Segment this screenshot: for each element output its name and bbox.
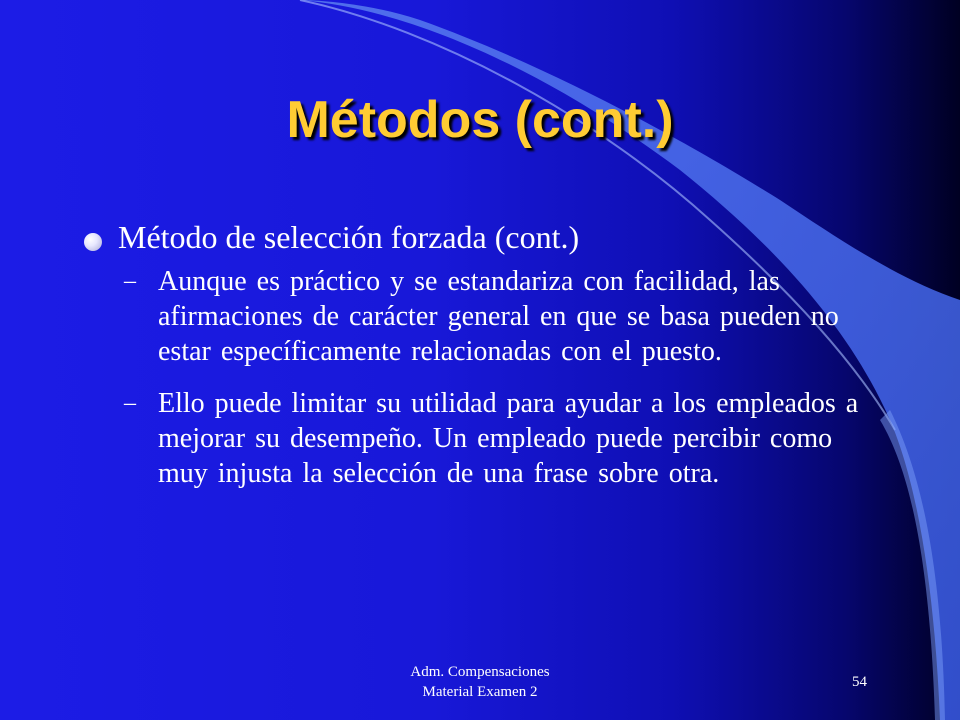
footer-line-1: Adm. Compensaciones bbox=[410, 664, 550, 680]
slide-body bbox=[84, 214, 884, 508]
bullet-dot-icon bbox=[84, 233, 102, 251]
dash-marker: – bbox=[124, 268, 136, 294]
bullet-text: Método de selección forzada (cont.) bbox=[118, 219, 580, 255]
dash-marker: – bbox=[124, 390, 136, 416]
sub-bullet-text: Aunque es práctico y se estandariza con facilidad, las afirmaciones de carácter general en que se basa pueden no estar específicamente relacionadas con el puesto. bbox=[158, 266, 839, 367]
sub-bullet-item bbox=[84, 386, 884, 491]
sub-bullet-list bbox=[84, 264, 884, 491]
sub-bullet-text: Ello puede limitar su utilidad para ayudar a los empleados a mejorar su desempeño. Un empleado puede percibir como muy injusta la selección de una frase sobre otra. bbox=[158, 388, 859, 489]
slide-footer bbox=[340, 662, 620, 702]
bullet-item bbox=[84, 214, 884, 260]
footer-line-2: Material Examen 2 bbox=[422, 684, 538, 700]
slide-title: Métodos (cont.) bbox=[286, 91, 674, 149]
page-number: 54 bbox=[852, 674, 867, 690]
sub-bullet-item bbox=[84, 264, 884, 369]
